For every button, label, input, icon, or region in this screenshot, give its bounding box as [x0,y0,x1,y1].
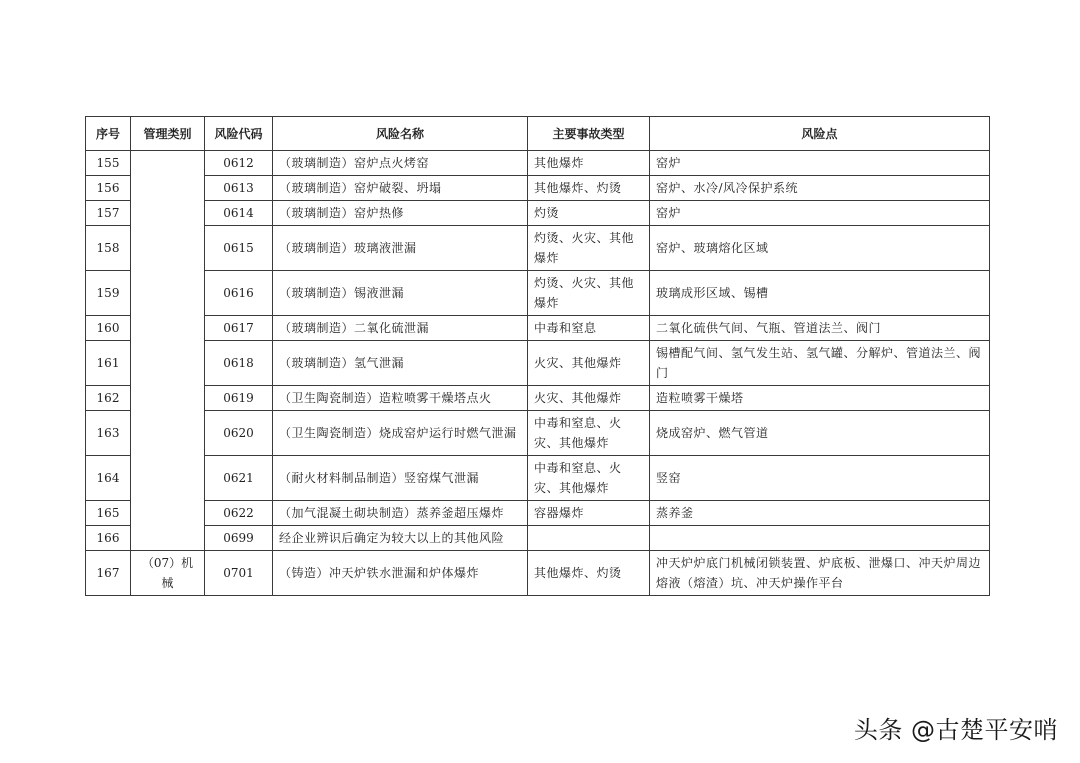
table-row [86,151,990,176]
row-risk-point: 窑炉、玻璃熔化区域 [650,226,990,271]
row-risk-name: （玻璃制造）窑炉点火烤窑 [273,151,528,176]
row-code: 0614 [205,201,273,226]
row-no: 161 [86,341,131,386]
row-no: 156 [86,176,131,201]
row-accident-type: 灼烫、火灾、其他爆炸 [528,226,650,271]
row-risk-point: 竖窑 [650,456,990,501]
row-risk-point: 造粒喷雾干燥塔 [650,386,990,411]
table-row [86,456,990,501]
header-code: 风险代码 [205,117,273,151]
row-no: 162 [86,386,131,411]
row-no: 155 [86,151,131,176]
row-risk-name: （玻璃制造）氢气泄漏 [273,341,528,386]
row-risk-name: （玻璃制造）二氧化硫泄漏 [273,316,528,341]
row-category: （07）机械 [131,551,205,596]
header-no: 序号 [86,117,131,151]
row-code: 0615 [205,226,273,271]
table-row [86,226,990,271]
row-code: 0619 [205,386,273,411]
header-row [86,117,990,151]
row-code: 0620 [205,411,273,456]
row-risk-point: 锡槽配气间、氢气发生站、氢气罐、分解炉、管道法兰、阀门 [650,341,990,386]
table-row [86,341,990,386]
row-risk-point: 冲天炉炉底门机械闭锁装置、炉底板、泄爆口、冲天炉周边熔液（熔渣）坑、冲天炉操作平台 [650,551,990,596]
row-accident-type: 火灾、其他爆炸 [528,341,650,386]
table-row [86,176,990,201]
row-risk-name: （玻璃制造）玻璃液泄漏 [273,226,528,271]
row-risk-point: 窑炉 [650,151,990,176]
row-risk-name: （卫生陶瓷制造）烧成窑炉运行时燃气泄漏 [273,411,528,456]
row-category-empty [131,151,205,551]
row-risk-point [650,526,990,551]
row-risk-name: （玻璃制造）锡液泄漏 [273,271,528,316]
row-accident-type: 灼烫 [528,201,650,226]
row-code: 0699 [205,526,273,551]
row-code: 0612 [205,151,273,176]
row-no: 166 [86,526,131,551]
row-code: 0617 [205,316,273,341]
row-no: 164 [86,456,131,501]
header-risk-point: 风险点 [650,117,990,151]
row-no: 165 [86,501,131,526]
row-code: 0618 [205,341,273,386]
table-row [86,411,990,456]
header-accident-type: 主要事故类型 [528,117,650,151]
row-risk-name: （卫生陶瓷制造）造粒喷雾干燥塔点火 [273,386,528,411]
row-no: 160 [86,316,131,341]
row-accident-type: 灼烫、火灾、其他爆炸 [528,271,650,316]
header-risk-name: 风险名称 [273,117,528,151]
table-row [86,201,990,226]
row-code: 0613 [205,176,273,201]
row-risk-point: 二氧化硫供气间、气瓶、管道法兰、阀门 [650,316,990,341]
row-code: 0622 [205,501,273,526]
row-risk-point: 窑炉 [650,201,990,226]
row-accident-type: 中毒和窒息 [528,316,650,341]
row-risk-point: 烧成窑炉、燃气管道 [650,411,990,456]
table-row [86,501,990,526]
table-row [86,526,990,551]
table-row [86,386,990,411]
row-risk-name: （耐火材料制品制造）竖窑煤气泄漏 [273,456,528,501]
row-no: 167 [86,551,131,596]
table-row [86,551,990,596]
row-risk-point: 玻璃成形区域、锡槽 [650,271,990,316]
row-accident-type: 其他爆炸、灼烫 [528,176,650,201]
row-risk-name: 经企业辨识后确定为较大以上的其他风险 [273,526,528,551]
row-risk-point: 窑炉、水冷/风冷保护系统 [650,176,990,201]
header-category: 管理类别 [131,117,205,151]
row-risk-point: 蒸养釜 [650,501,990,526]
row-accident-type: 其他爆炸、灼烫 [528,551,650,596]
row-code: 0616 [205,271,273,316]
row-code: 0621 [205,456,273,501]
row-accident-type [528,526,650,551]
row-code: 0701 [205,551,273,596]
row-risk-name: （玻璃制造）窑炉热修 [273,201,528,226]
table-row [86,271,990,316]
row-accident-type: 容器爆炸 [528,501,650,526]
row-no: 158 [86,226,131,271]
row-accident-type: 中毒和窒息、火灾、其他爆炸 [528,411,650,456]
row-risk-name: （玻璃制造）窑炉破裂、坍塌 [273,176,528,201]
row-risk-name: （铸造）冲天炉铁水泄漏和炉体爆炸 [273,551,528,596]
watermark-text: 头条 @古楚平安哨 [853,716,1058,744]
row-accident-type: 其他爆炸 [528,151,650,176]
row-no: 163 [86,411,131,456]
risk-table [85,116,990,596]
row-risk-name: （加气混凝土砌块制造）蒸养釜超压爆炸 [273,501,528,526]
row-accident-type: 火灾、其他爆炸 [528,386,650,411]
table-row [86,316,990,341]
row-no: 159 [86,271,131,316]
row-no: 157 [86,201,131,226]
row-accident-type: 中毒和窒息、火灾、其他爆炸 [528,456,650,501]
